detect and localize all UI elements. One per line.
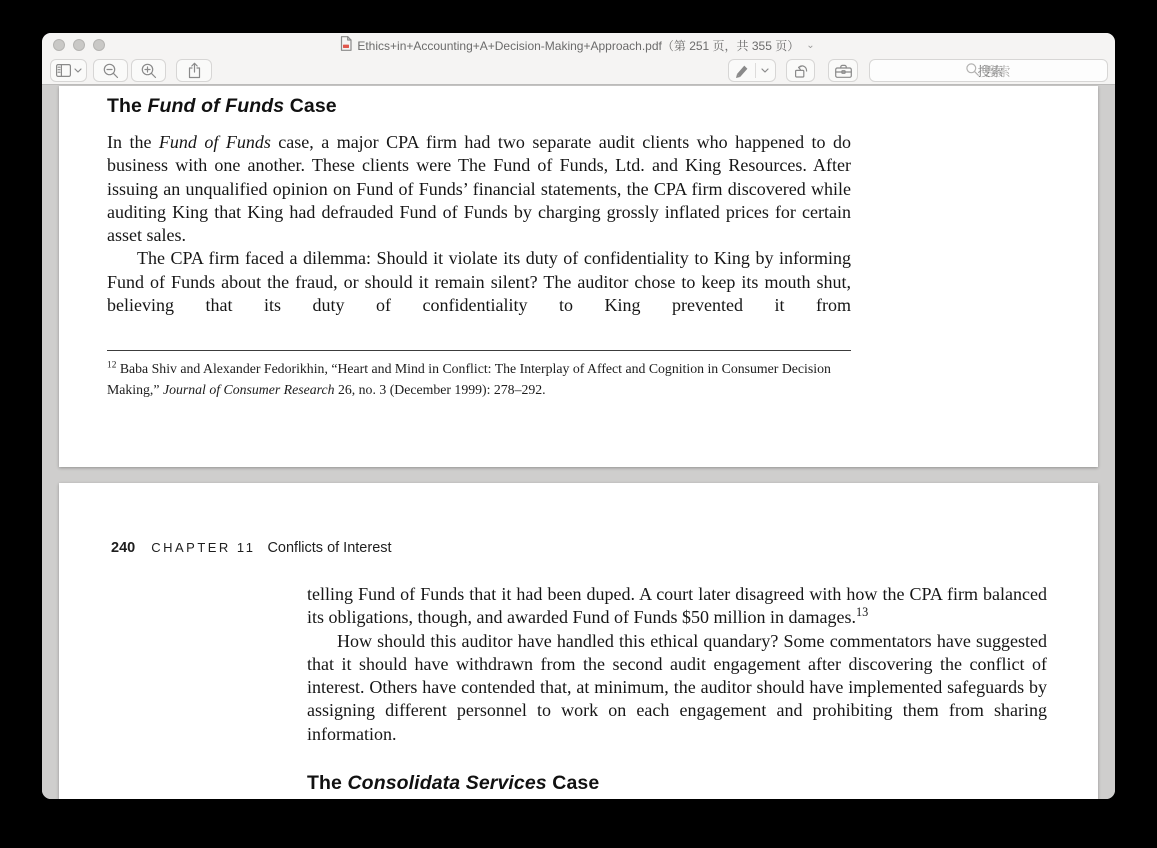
zoom-in-icon [141, 63, 157, 79]
markup-toolbox-icon [835, 64, 852, 78]
window-title: Ethics+in+Accounting+A+Decision-Making+Approach.pdf（第 251 页，共 355 页） [357, 38, 800, 53]
preview-window [42, 33, 1115, 799]
titlebar [42, 33, 1115, 57]
sidebar-view-icon [56, 64, 71, 77]
dropdown-chevron-icon[interactable] [761, 68, 769, 73]
highlight-pen-icon [735, 63, 750, 78]
pdf-scroll-area[interactable] [42, 85, 1115, 799]
share-button[interactable] [176, 59, 212, 82]
view-menu-button[interactable] [50, 59, 87, 82]
title-chevron-icon[interactable]: ⌄ [806, 39, 815, 51]
paragraph: How should this auditor have handled this ethical quandary? Some commentators have suggested that it should have withdrawn from the second audit engagement after discovering the conflict of interest. Others have contended that, at minimum, the auditor should have implemented safeguards by assigning different personnel to work on each engagement and prohibiting them from sharing information. [307, 630, 1047, 744]
segment-divider [755, 63, 756, 78]
paragraph: The CPA firm faced a dilemma: Should it violate its duty of confidentiality to King by informing Fund of Funds about the fraud, or should it remain silent? The auditor chose to keep its mouth shut, believing that its duty of confidentiality to King prevented it from [107, 248, 851, 316]
footnote-12: $^{12}$ Baba Shiv and Alexander Fedorikhin, “Heart and Mind in Conflict: The Interplay of Affect and Cognition in Consumer Decision Making,” Journal of Consumer Research 26, no. 3 (December 1999): 278–292. [107, 360, 831, 397]
rotate-left-button[interactable] [786, 59, 815, 82]
zoom-in-button[interactable] [131, 59, 166, 82]
zoom-out-button[interactable] [93, 59, 128, 82]
share-icon [187, 62, 202, 79]
search-input[interactable] [870, 60, 1111, 83]
body-text-column [107, 131, 851, 317]
section-heading-fund-of-funds: The Fund of Funds Case [107, 95, 337, 117]
search-placeholder-label: 搜索 [984, 64, 1011, 79]
running-header [111, 540, 392, 556]
section-heading-consolidata: The Consolidata Services Case [307, 772, 600, 794]
zoom-out-icon [103, 63, 119, 79]
pdf-page-1 [59, 86, 1098, 467]
markup-toolbar-button[interactable] [828, 59, 858, 82]
body-text-column [307, 583, 1047, 746]
paragraph: telling Fund of Funds that it had been duped. A court later disagreed with how the CPA firm balanced its obligations, though, and awarded Fund of Funds $50 million in damages.$^{13}$ [307, 584, 1047, 628]
pdf-page-2 [59, 483, 1098, 799]
rotate-left-icon [793, 63, 809, 78]
chapter-label: CHAPTER 11 [151, 540, 256, 555]
dropdown-chevron-icon [74, 68, 82, 73]
pdf-file-icon [340, 36, 352, 54]
toolbar [42, 57, 1115, 84]
page-number: 240 [111, 540, 136, 556]
footnote-rule [107, 350, 851, 351]
highlight-button[interactable] [728, 59, 776, 82]
search-field [869, 59, 1108, 82]
paragraph: In the Fund of Funds case, a major CPA firm had two separate audit clients who happened to do business with one another. These clients were The Fund of Funds, Ltd. and King Resources. After issuing an unqualified opinion on Fund of Funds’ financial statements, the CPA firm discovered while auditing King that King had defrauded Fund of Funds by charging grossly inflated prices for certain asset sales. [107, 132, 852, 246]
window-chrome [42, 33, 1115, 85]
chapter-title: Conflicts of Interest [267, 540, 392, 556]
